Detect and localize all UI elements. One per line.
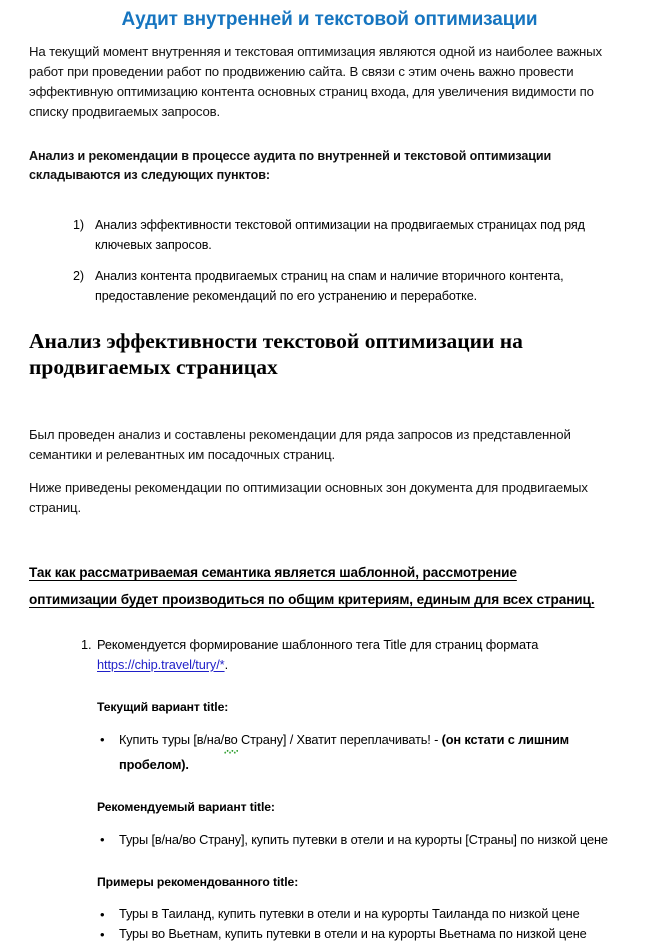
recommendations-list <box>29 635 630 675</box>
example-title-value: Туры во Вьетнам, купить путевки в отели и на курорты Вьетнама по низкой цене <box>119 925 587 941</box>
examples-label: Примеры рекомендованного title: <box>97 874 299 889</box>
recommended-title-value: Туры [в/на/во Страну], купить путевки в отели и на курорты [Страны] по низкой цене <box>119 831 608 847</box>
callout-line-1: Так как рассматриваемая семантика является шаблонной, рассмотрение <box>29 564 517 580</box>
recommendation-trailing-punct: . <box>224 656 229 672</box>
current-title-bullets <box>29 729 630 775</box>
intro-paragraph: На текущий момент внутренняя и текстовая оптимизация являются одной из наиболее важных работ при проведении работ по продвижению сайта. В связи с этим очень важно провести эффективную оптимизацию контента основных страниц входа, для увеличения видимости по списку продвигаемых запросов. <box>29 43 602 119</box>
spellcheck-flagged-word: во <box>224 729 237 754</box>
section-heading: Анализ эффективности текстовой оптимизации на продвигаемых страницах <box>29 328 523 379</box>
list-item <box>29 904 630 924</box>
current-title-value <box>119 732 569 772</box>
recommendation-text: Рекомендуется формирование шаблонного тега Title для страниц формата <box>97 636 539 652</box>
current-title-part-1: Купить туры [в/на/ <box>119 731 225 747</box>
callout-text <box>29 559 630 613</box>
page-title: Аудит внутренней и текстовой оптимизации <box>121 9 538 30</box>
audit-points-list <box>29 215 630 306</box>
bullet-icon: • <box>100 731 105 747</box>
example-titles-list <box>29 904 630 944</box>
section-paragraph-2: Ниже приведены рекомендации по оптимизации основных зон документа для продвигаемых страниц. <box>29 479 588 515</box>
list-item <box>29 266 630 306</box>
list-marker: 2) <box>73 268 84 283</box>
list-marker: 1. <box>81 636 92 652</box>
list-item-text: Анализ контента продвигаемых страниц на спам и наличие вторичного контента, предоставление рекомендаций по его устранению и переработке. <box>95 268 564 303</box>
current-title-label: Текущий вариант title: <box>97 699 229 714</box>
bullet-icon: • <box>100 906 105 922</box>
current-title-part-2: Страну] / Хватит переплачивать! - <box>237 731 442 747</box>
recommendation-item <box>29 635 630 675</box>
list-item <box>29 924 630 944</box>
bullet-icon: • <box>100 926 105 942</box>
example-title-value: Туры в Таиланд, купить путевки в отели и на курорты Таиланда по низкой цене <box>119 905 580 921</box>
recommended-title-label: Рекомендуемый вариант title: <box>97 799 275 814</box>
bullet-icon: • <box>100 831 105 847</box>
recommended-title-bullets <box>29 829 630 850</box>
callout-line-2: оптимизации будет производиться по общим критериям, единым для всех страниц. <box>29 591 595 607</box>
list-item-text: Анализ эффективности текстовой оптимизации на продвигаемых страницах под ряд ключевых запросов. <box>95 217 585 252</box>
list-item <box>29 215 630 255</box>
list-item <box>29 729 630 775</box>
list-marker: 1) <box>73 217 84 232</box>
title-format-link[interactable]: https://chip.travel/tury/* <box>97 656 225 672</box>
lead-bold-paragraph: Анализ и рекомендации в процессе аудита по внутренней и текстовой оптимизации складываются из следующих пунктов: <box>29 148 552 182</box>
current-title-note: (он кстати с лишним пробелом). <box>119 731 569 772</box>
section-paragraph-1: Был проведен анализ и составлены рекомендации для ряда запросов из представленной семантики и релевантных им посадочных страниц. <box>29 426 571 462</box>
list-item <box>29 829 630 850</box>
